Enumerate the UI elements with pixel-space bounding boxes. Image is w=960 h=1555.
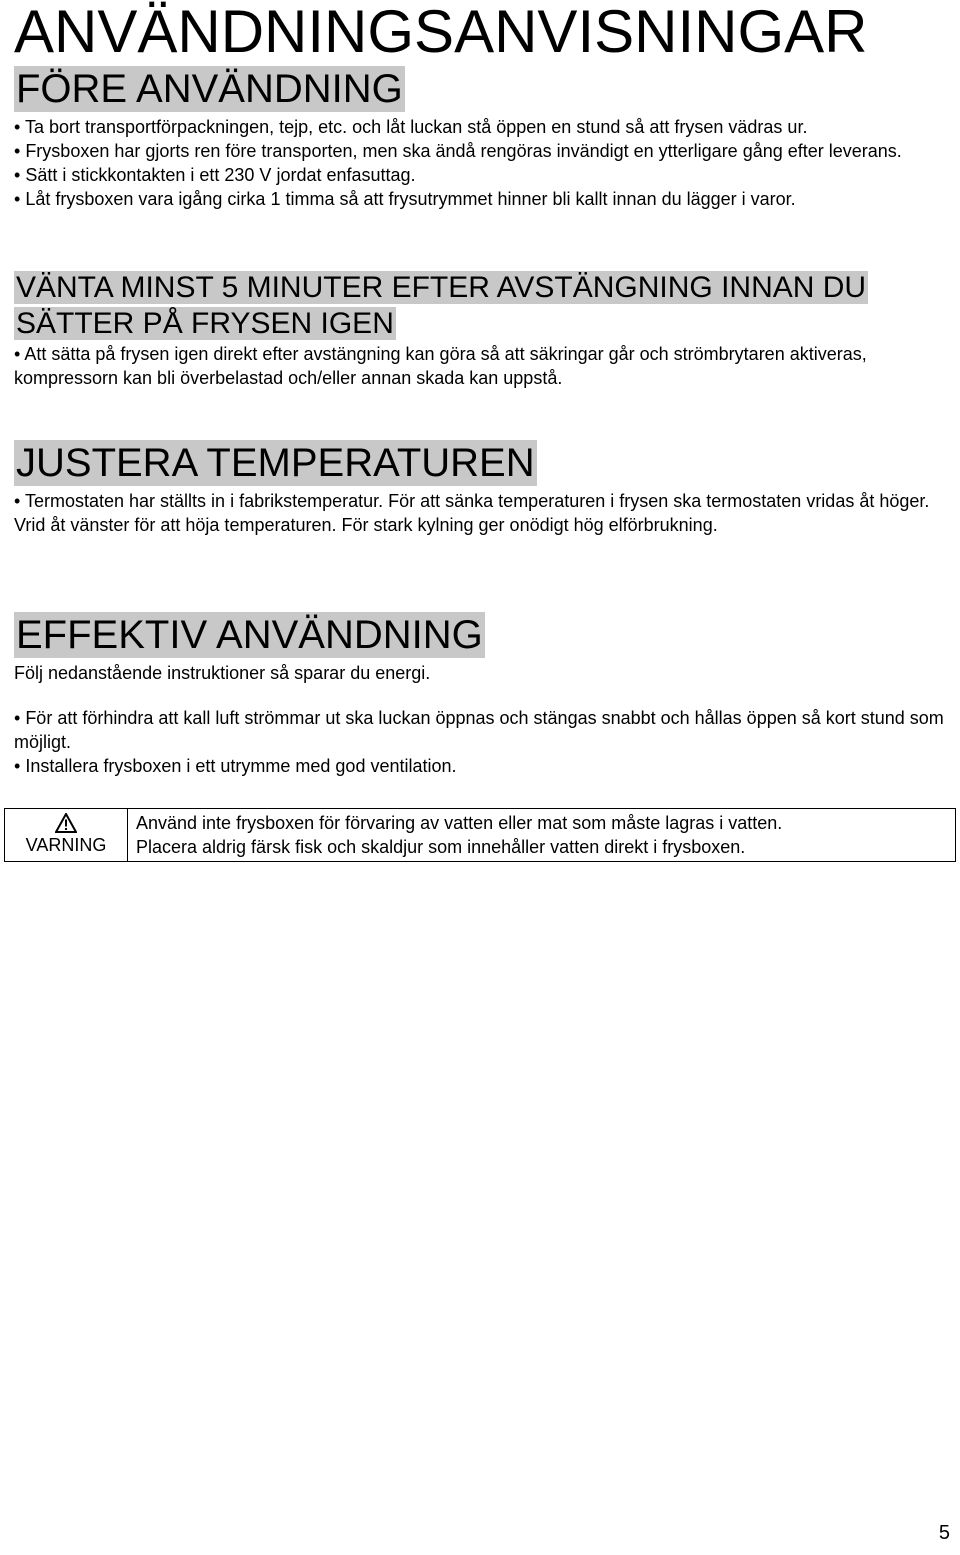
warning-label: VARNING xyxy=(25,835,107,855)
section-heading-efficient-use: EFFEKTIV ANVÄNDNING xyxy=(16,613,483,657)
section-heading-wrapper xyxy=(14,270,914,342)
warning-triangle-icon xyxy=(55,813,77,833)
list-item: • För att förhindra att kall luft strömmar ut ska luckan öppnas och stängas snabbt och hållas öppen så kort stund som möjligt. xyxy=(14,706,946,754)
section-wait-five-minutes xyxy=(14,270,914,342)
section-wait-body xyxy=(14,342,946,390)
warning-label-cell xyxy=(5,809,128,862)
bullet-list-wait xyxy=(14,342,946,390)
section-heading-adjust-temperature: JUSTERA TEMPERATUREN xyxy=(16,441,535,485)
page-number: 5 xyxy=(938,1522,950,1544)
list-item: • Låt frysboxen vara igång cirka 1 timma så att frysutrymmet hinner bli kallt innan du lägger i varor. xyxy=(14,187,946,211)
warning-row xyxy=(5,809,956,862)
page-title: ANVÄNDNINGSANVISNINGAR xyxy=(14,0,868,65)
list-item: • Frysboxen har gjorts ren före transporten, men ska ändå rengöras invändigt en ytterligare gång efter leverans. xyxy=(14,139,946,163)
warning-box xyxy=(4,808,956,862)
section-heading-before-use: FÖRE ANVÄNDNING xyxy=(16,67,403,111)
warning-line: Placera aldrig färsk fisk och skaldjur som innehåller vatten direkt i frysboxen. xyxy=(136,837,746,857)
bullet-list-before-use xyxy=(14,115,946,211)
list-item: • Att sätta på frysen igen direkt efter avstängning kan göra så att säkringar går och strömbrytaren aktiveras, kompressorn kan bli överbelastad och/eller annan skada kan uppstå. xyxy=(14,342,946,390)
bullet-list-adjust-temperature xyxy=(14,489,946,537)
list-item: • Installera frysboxen i ett utrymme med god ventilation. xyxy=(14,754,946,778)
list-item: • Termostaten har ställts in i fabrikstemperatur. För att sänka temperaturen i frysen ska termostaten vridas åt höger. Vrid åt vänster för att höja temperaturen. För stark kylning ger onödigt hög elförbrukning. xyxy=(14,489,946,537)
section-adjust-temperature xyxy=(14,440,946,537)
warning-line: Använd inte frysboxen för förvaring av vatten eller mat som måste lagras i vatten. xyxy=(136,813,783,833)
list-item: • Sätt i stickkontakten i ett 230 V jordat enfasuttag. xyxy=(14,163,946,187)
section-before-use xyxy=(14,66,946,211)
section-heading-wait: VÄNTA MINST 5 MINUTER EFTER AVSTÄNGNING INNAN DU SÄTTER PÅ FRYSEN IGEN xyxy=(16,271,867,340)
section-efficient-use xyxy=(14,612,946,778)
warning-text-cell xyxy=(128,809,956,862)
list-item: • Ta bort transportförpackningen, tejp, etc. och låt luckan stå öppen en stund så att frysen vädras ur. xyxy=(14,115,946,139)
section-intro: Följ nedanstående instruktioner så sparar du energi. xyxy=(14,663,431,683)
bullet-list-efficient-use xyxy=(14,706,946,778)
